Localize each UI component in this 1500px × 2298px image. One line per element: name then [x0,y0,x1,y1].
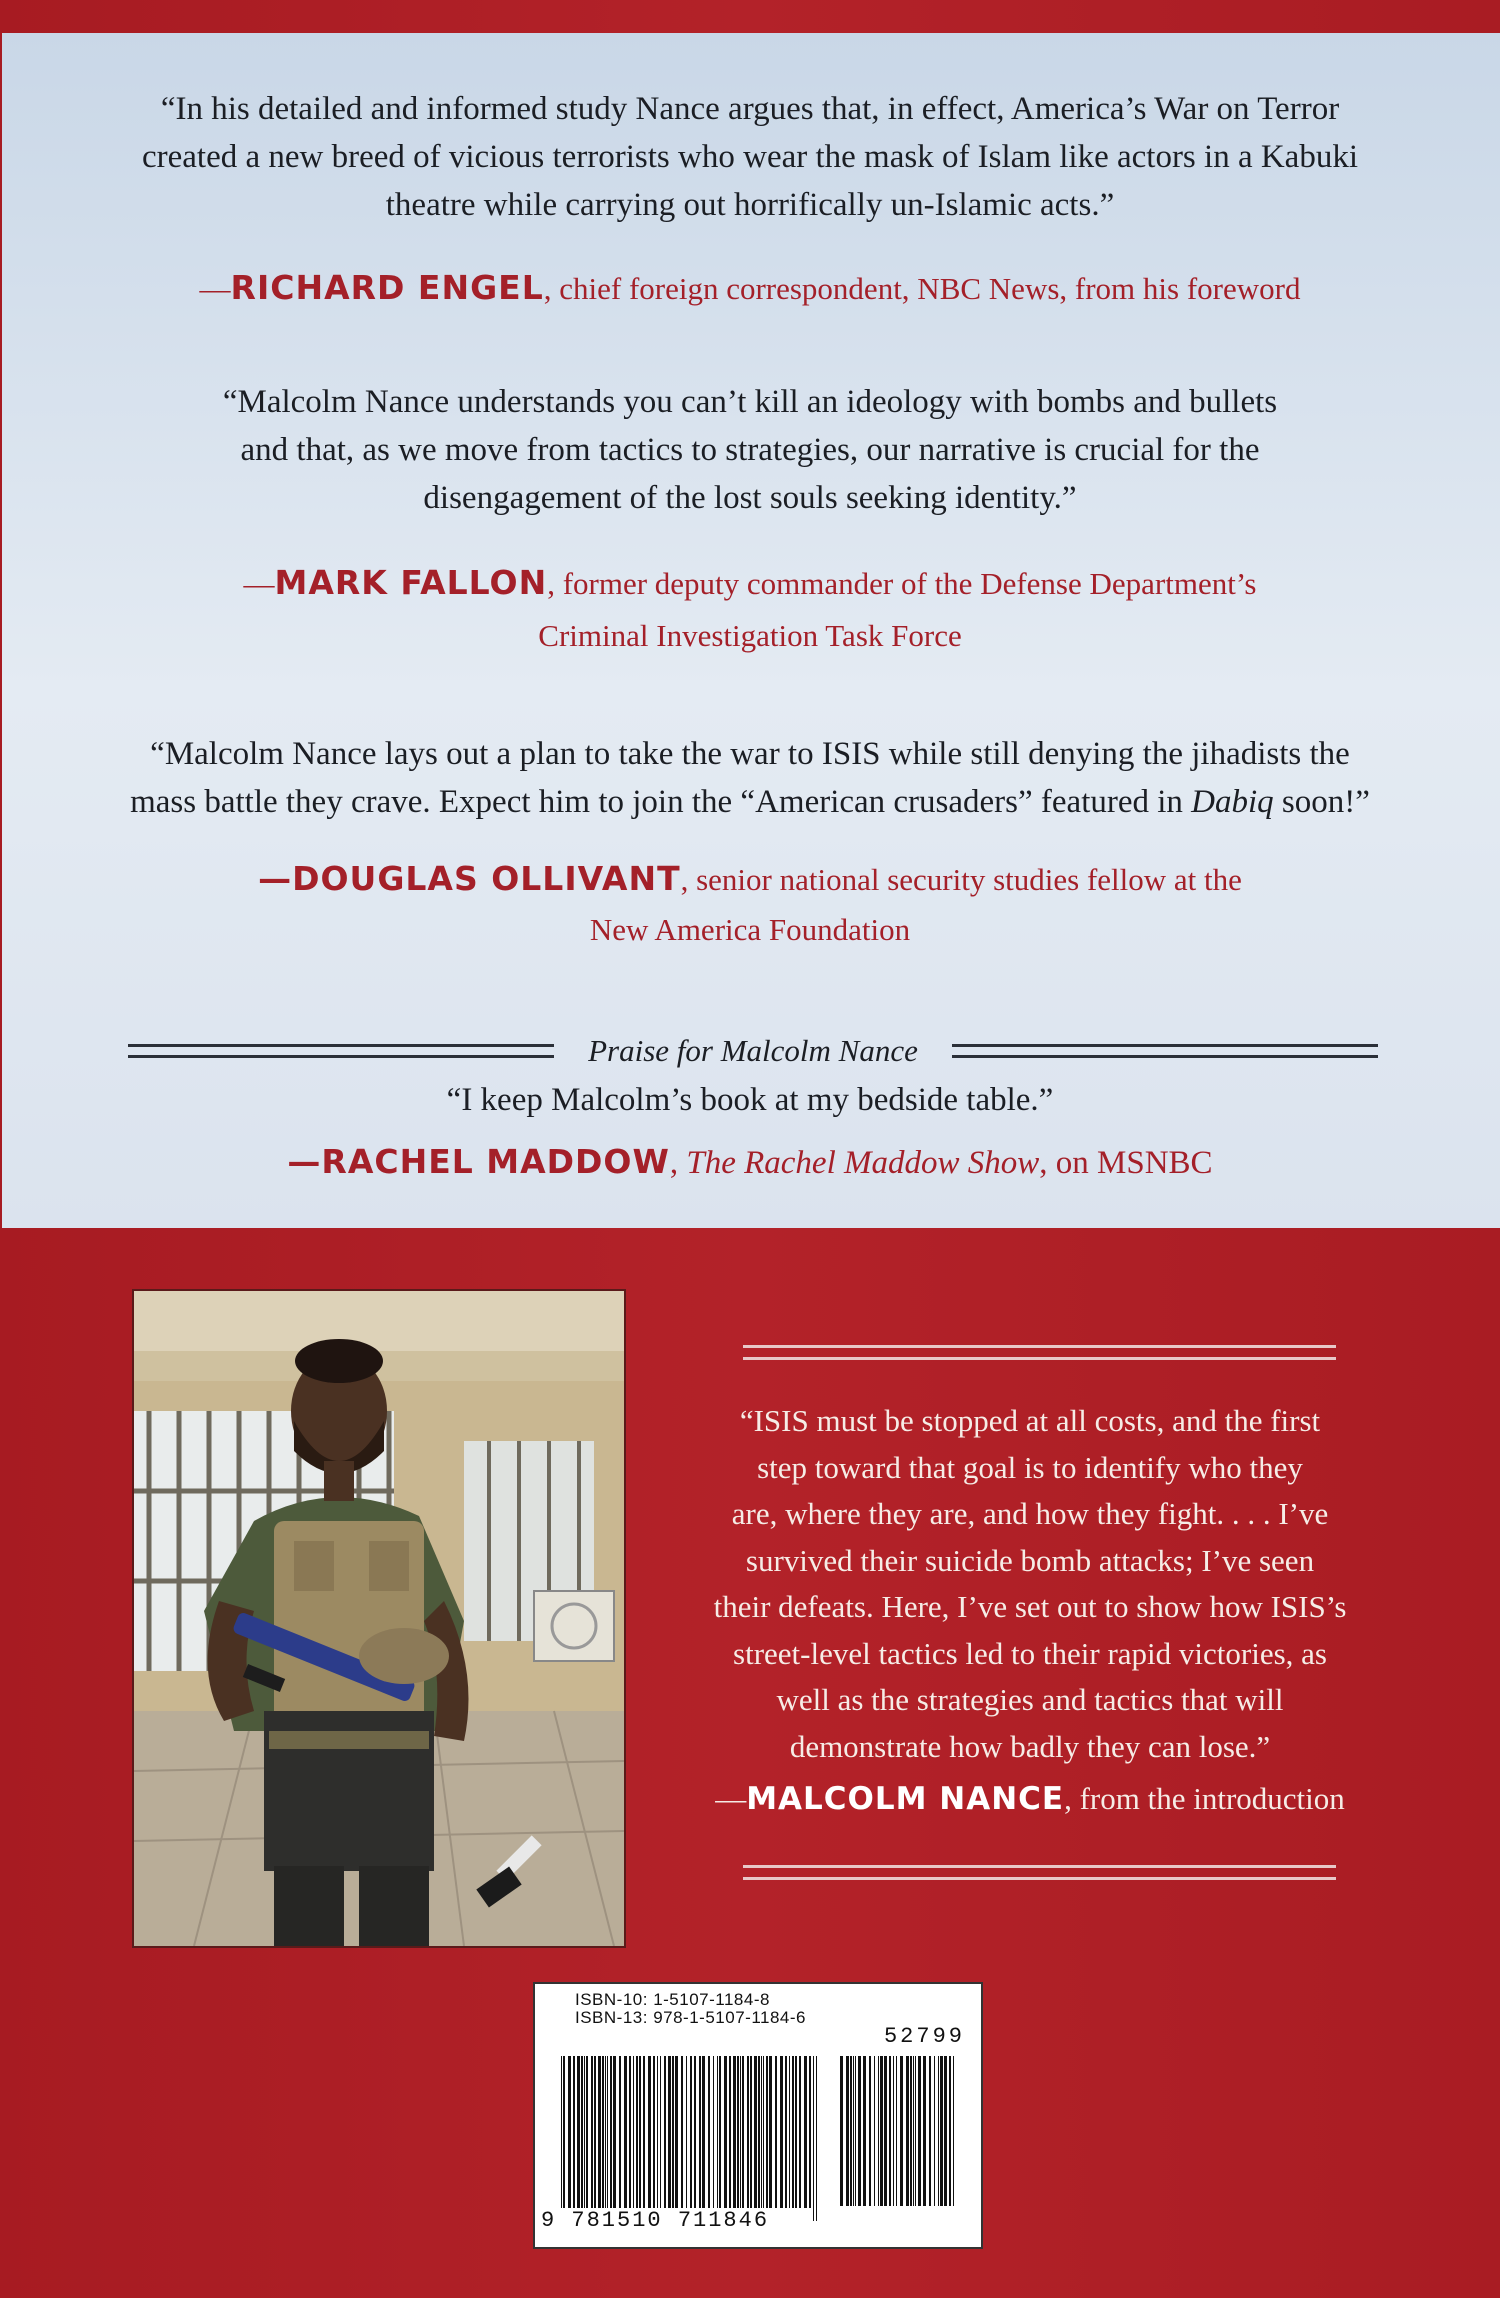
barcode-bar [863,2056,866,2206]
attribution-dash: — [715,1781,747,1816]
quote-italic-title: Dabiq [1191,784,1274,820]
barcode-bar [737,2056,739,2221]
attribution-title-line2: Criminal Investigation Task Force [538,618,962,653]
barcode-bar [949,2056,951,2206]
barcode-bar [719,2056,721,2221]
barcode-bar [893,2056,894,2206]
barcode-bar [577,2056,580,2221]
barcode-bar [884,2056,887,2206]
barcode-bar [581,2056,583,2221]
barcode-bar [653,2056,655,2221]
barcode-bar [702,2056,705,2221]
intro-line: survived their suicide bomb attacks; I’ve seen [745,1542,1315,1578]
barcode-bar [789,2056,790,2221]
barcode-bar [934,2056,935,2206]
barcode-bar [910,2056,912,2206]
barcode-bar [804,2056,807,2221]
barcode-bar [633,2056,634,2221]
barcode-bar [878,2056,879,2206]
quote-line: created a new breed of vicious terrorists who wear the mask of Islam like actors in a Kabuki [142,139,1358,175]
intro-quote [650,1398,1410,1770]
barcode-bar [775,2056,777,2221]
barcode-bar [639,2056,641,2221]
barcode-bar [880,2056,883,2206]
price-addon-digits: 52799 [883,2024,965,2049]
attribution-title: , senior national security studies fellow at the [680,862,1242,897]
barcode-bar [750,2056,752,2221]
quote-line: “Malcolm Nance understands you can’t kill an ideology with bombs and bullets [222,384,1278,420]
attribution-title: , chief foreign correspondent, NBC News, from his foreword [543,271,1301,306]
barcode-bar [733,2056,736,2221]
barcode-bar [668,2056,671,2221]
barcode-bar [694,2056,696,2221]
barcode-bar [869,2056,871,2206]
praise-divider [128,1026,1378,1076]
barcode-bar [742,2056,744,2221]
attribution-title: , former deputy commander of the Defense Department’s [547,566,1257,601]
barcode-bar [792,2056,794,2221]
author-photo-illustration [134,1291,624,1946]
barcode-bar [846,2056,849,2206]
isbn-10: ISBN-10: 1-5107-1184-8 [575,1990,770,2009]
intro-line: their defeats. Here, I’ve set out to show how ISIS’s [713,1589,1347,1624]
barcode-bar [613,2056,616,2221]
barcode-bar [900,2056,903,2206]
praise-quote-engel [60,85,1440,229]
barcode-label [533,1982,983,2249]
barcode-bar [923,2056,926,2206]
maddow-attribution [60,1138,1440,1187]
attribution-name: RACHEL MADDOW [321,1142,670,1181]
barcode-bar [610,2056,612,2221]
barcode-bar [624,2056,627,2221]
barcode-bar [809,2056,811,2221]
intro-line: are, where they are, and how they fight. . . . I’ve [731,1496,1329,1531]
barcode-bar [586,2056,588,2221]
barcode-bar [918,2056,921,2206]
intro-rule-top [743,1345,1336,1360]
barcode-bar [813,2056,814,2221]
praise-heading: Praise for Malcolm Nance [588,1033,918,1068]
barcode-bar [563,2056,565,2221]
barcode-bar [953,2056,954,2206]
attribution-name: MALCOLM NANCE [746,1781,1065,1817]
quote-line: and that, as we move from tactics to strategies, our narrative is crucial for the [240,432,1260,468]
barcode-bar [686,2056,687,2221]
barcode-bar [766,2056,768,2221]
barcode-bar [573,2056,575,2221]
barcode-bar [598,2056,601,2221]
barcode-bar [780,2056,783,2221]
barcode-bar [636,2056,638,2221]
addon-barcode [838,2056,958,2206]
barcode-bar [874,2056,875,2206]
barcode-bar [713,2056,714,2221]
intro-line: demonstrate how badly they can lose.” [789,1728,1271,1764]
barcode-bar [761,2056,762,2221]
attribution-source: , from the introduction [1064,1781,1345,1816]
intro-line: step toward that goal is to identify who they [757,1449,1303,1485]
barcode-bar [619,2056,621,2221]
barcode-bar [816,2056,817,2221]
barcode-bar [724,2056,727,2221]
intro-line: street-level tactics led to their rapid victories, as [733,1635,1327,1671]
barcode-bar [769,2056,772,2221]
praise-quote-ollivant [60,730,1440,826]
barcode-bar [853,2056,854,2206]
intro-line: “ISIS must be stopped at all costs, and the first [739,1403,1321,1438]
barcode-bar [799,2056,801,2221]
maddow-quote: “I keep Malcolm’s book at my bedside table.” [446,1082,1054,1118]
barcode-bar [629,2056,631,2221]
quote-line: “Malcolm Nance lays out a plan to take the war to ISIS while still denying the jihadists the [150,736,1350,772]
barcode-bar [729,2056,731,2221]
quote-line: theatre while carrying out horrifically un-Islamic acts.” [385,187,1115,223]
intro-rule-bottom [743,1865,1336,1880]
barcode-bar [915,2056,916,2206]
attribution-dash: — [258,859,293,898]
barcode-bar [944,2056,947,2206]
barcode-bar [594,2056,596,2221]
quote-line: “In his detailed and informed study Nance argues that, in effect, America’s War on Terror [160,91,1340,127]
barcode-bar [747,2056,749,2221]
ean-digits: 9 781510 711846 [541,2208,811,2233]
attribution-dash: — [199,271,231,306]
barcode-bar [840,2056,843,2206]
quote-line: mass battle they crave. Expect him to join the “American crusaders” featured in [130,784,1192,820]
barcode-bar [858,2056,861,2206]
barcode-bar [568,2056,571,2221]
barcode-bar [648,2056,651,2221]
barcode-bar [940,2056,943,2206]
barcode-bar [913,2056,914,2206]
quote-tail: soon!” [1273,784,1370,820]
barcode-bar [681,2056,683,2221]
barcode-bar [708,2056,710,2221]
barcode-bar [675,2056,678,2221]
attribution-dash: — [287,1142,322,1181]
barcode-bar [561,2056,562,2221]
barcode-bar [896,2056,897,2206]
barcode-bar [657,2056,658,2221]
barcode-bar [938,2056,939,2206]
show-title: The Rachel Maddow Show [686,1145,1040,1181]
barcode-bar [758,2056,760,2221]
barcode-bar [690,2056,692,2221]
barcode-bar [643,2056,645,2221]
attribution-name: DOUGLAS OLLIVANT [292,859,681,898]
barcode-bar [754,2056,757,2221]
barcode-bar [929,2056,931,2206]
attribution-name: RICHARD ENGEL [230,268,544,307]
quote-line: disengagement of the lost souls seeking identity.” [423,480,1077,516]
barcode-bar [664,2056,666,2221]
author-photo [132,1289,626,1948]
attribution-title-line2: New America Foundation [589,912,911,947]
barcode-bar [795,2056,797,2221]
praise-attribution-engel [60,264,1440,313]
attribution-sep: , [669,1145,687,1181]
divider-rule-left [128,1044,554,1058]
barcode-bar [584,2056,585,2221]
barcode-bar [889,2056,891,2206]
attribution-name: MARK FALLON [274,563,548,602]
praise-quote-fallon [60,378,1440,522]
barcode-bar [672,2056,674,2221]
barcode-bar [607,2056,608,2221]
barcode-bar [855,2056,856,2206]
barcode-bar [699,2056,701,2221]
praise-attribution-fallon [60,559,1440,660]
barcode-bar [785,2056,787,2221]
praise-attribution-ollivant [60,855,1440,954]
barcode-bar [717,2056,718,2221]
intro-attribution [650,1776,1410,1822]
isbn-13: ISBN-13: 978-1-5107-1184-6 [575,2008,806,2027]
divider-rule-right [952,1044,1378,1058]
barcode-bar [605,2056,606,2221]
ean-barcode [559,2056,821,2221]
attribution-dash: — [243,566,275,601]
barcode-bar [740,2056,741,2221]
barcode-bar [906,2056,909,2206]
barcode-bar [660,2056,661,2221]
barcode-bar [850,2056,852,2206]
network-name: , on MSNBC [1039,1145,1213,1181]
barcode-bar [591,2056,593,2221]
barcode-bar [602,2056,604,2221]
barcode-bar [763,2056,764,2221]
intro-line: well as the strategies and tactics that will [776,1682,1284,1717]
